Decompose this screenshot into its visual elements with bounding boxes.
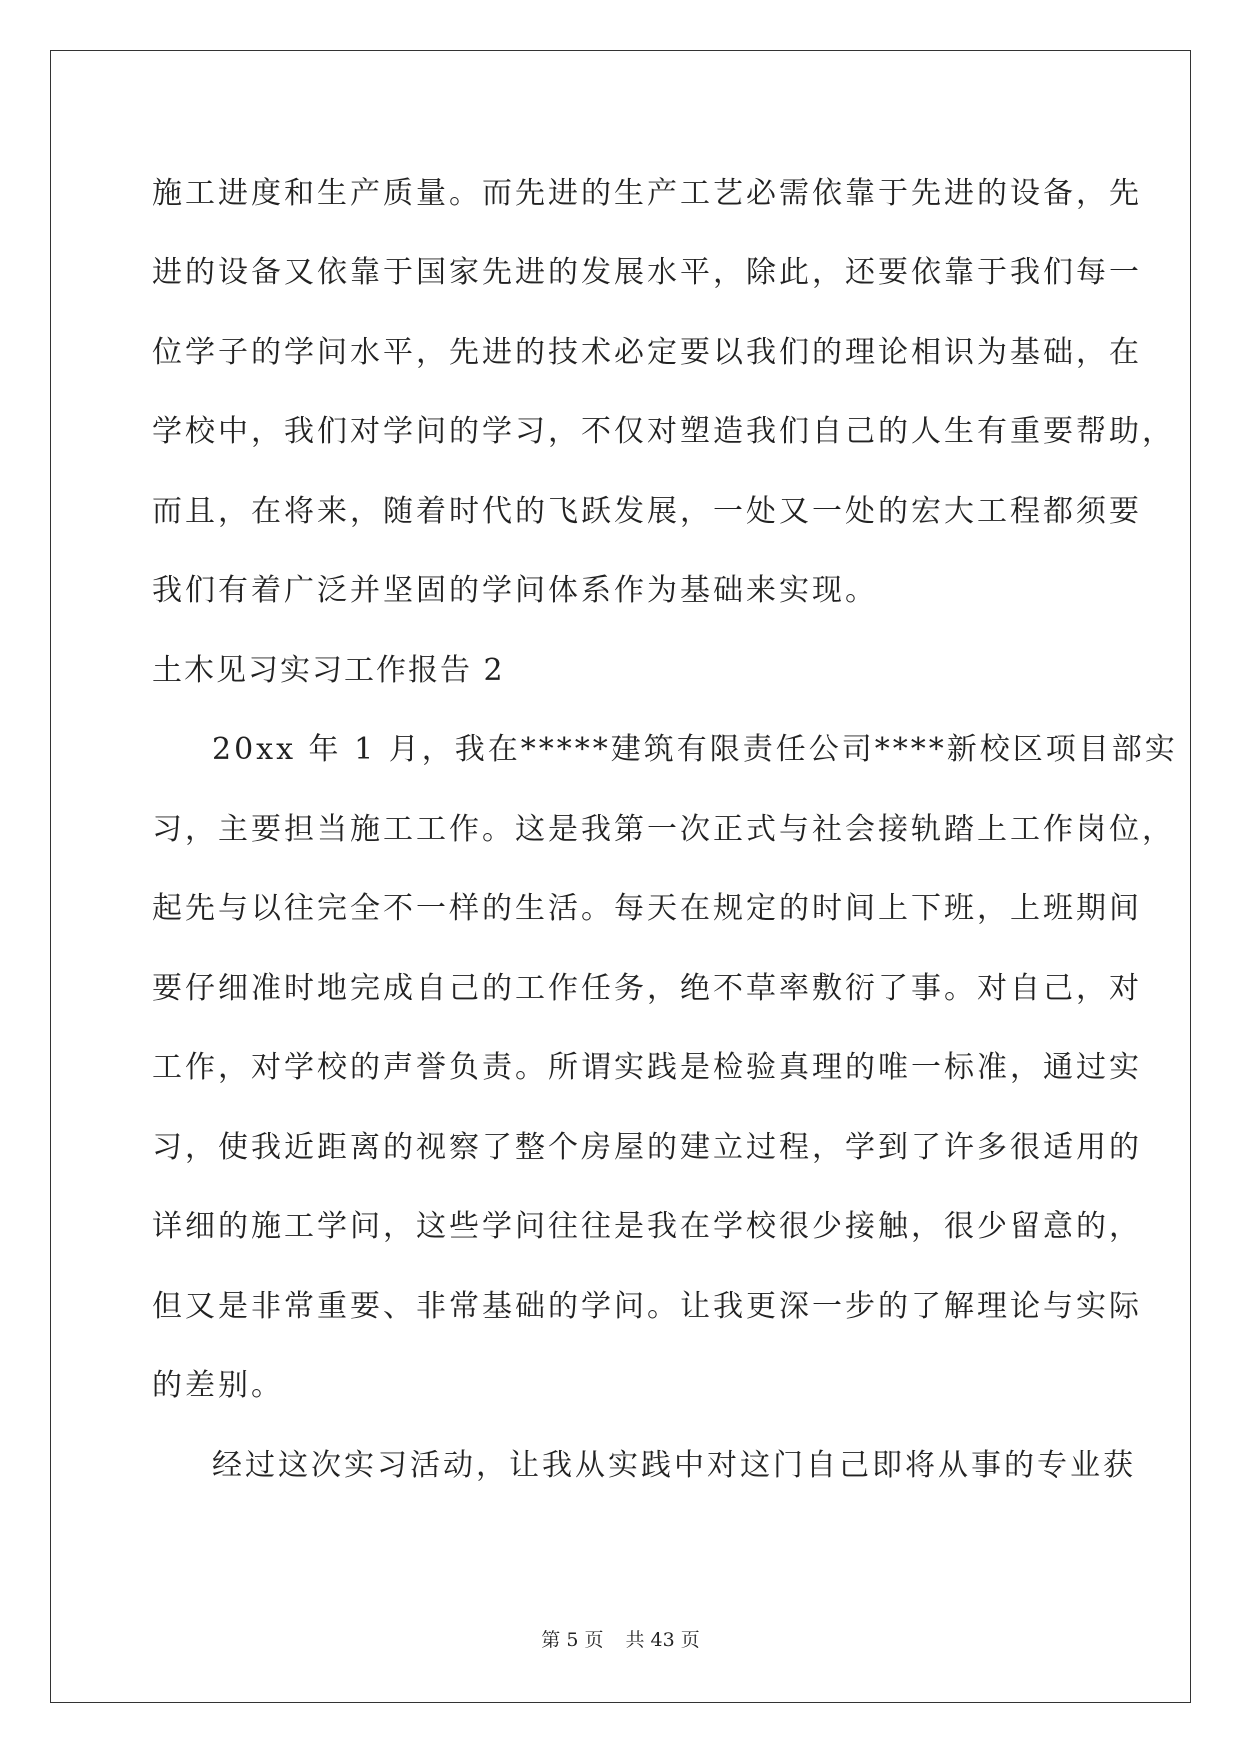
- body-line-13: 习，使我近距离的视察了整个房屋的建立过程，学到了许多很适用的: [152, 1130, 1142, 1165]
- body-line-1: 施工进度和生产质量。而先进的生产工艺必需依靠于先进的设备，先: [152, 176, 1142, 211]
- body-line-12: 工作，对学校的声誉负责。所谓实践是检验真理的唯一标准，通过实: [152, 1050, 1142, 1085]
- body-line-14: 详细的施工学问，这些学问往往是我在学校很少接触，很少留意的，: [152, 1209, 1142, 1244]
- page-number: 第 5 页: [541, 1629, 604, 1651]
- body-line-17: 经过这次实习活动，让我从实践中对这门自己即将从事的专业获: [212, 1448, 1136, 1483]
- page-footer: [0, 1628, 1241, 1652]
- body-line-8: 20xx 年 1 月，我在*****建筑有限责任公司****新校区项目部实: [212, 732, 1178, 767]
- body-line-16: 的差别。: [152, 1368, 284, 1403]
- page-total: 共 43 页: [625, 1629, 700, 1651]
- body-line-9: 习，主要担当施工工作。这是我第一次正式与社会接轨踏上工作岗位，: [152, 812, 1175, 847]
- body-line-15: 但又是非常重要、非常基础的学问。让我更深一步的了解理论与实际: [152, 1289, 1142, 1324]
- body-line-4: 学校中，我们对学问的学习，不仅对塑造我们自己的人生有重要帮助，: [152, 414, 1175, 449]
- body-line-2: 进的设备又依靠于国家先进的发展水平，除此，还要依靠于我们每一: [152, 255, 1142, 290]
- section-heading: 土木见习实习工作报告 2: [152, 653, 505, 688]
- body-line-5: 而且，在将来，随着时代的飞跃发展，一处又一处的宏大工程都须要: [152, 494, 1142, 529]
- body-line-3: 位学子的学问水平，先进的技术必定要以我们的理论相识为基础，在: [152, 335, 1142, 370]
- body-line-6: 我们有着广泛并坚固的学问体系作为基础来实现。: [152, 573, 878, 608]
- body-line-11: 要仔细准时地完成自己的工作任务，绝不草率敷衍了事。对自己，对: [152, 971, 1142, 1006]
- body-line-10: 起先与以往完全不一样的生活。每天在规定的时间上下班，上班期间: [152, 891, 1142, 926]
